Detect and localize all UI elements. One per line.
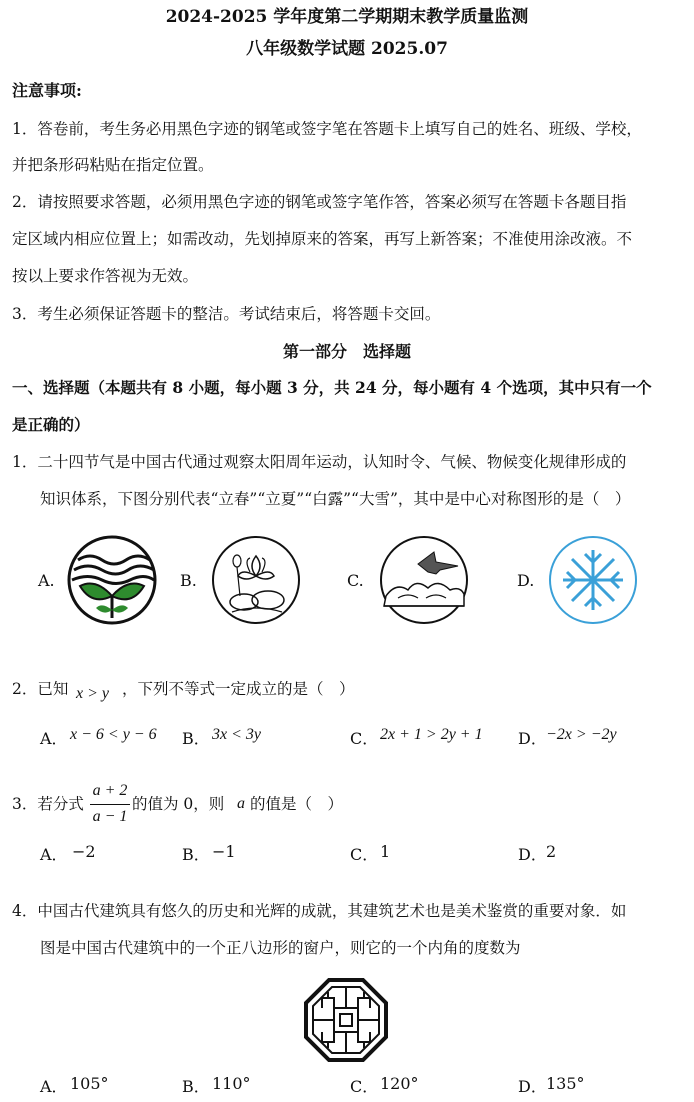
q3-numerator: a + 2 — [92, 782, 128, 799]
q1-option-d-label: D. — [517, 571, 535, 590]
q4-option-c-label: C． — [350, 1077, 379, 1096]
note-2-line-3: 按以上要求作答视为无效。 — [12, 267, 199, 285]
q1-stem-line-1: 1．二十四节气是中国古代通过观察太阳周年运动，认知时令、气候、物候变化规律形成的 — [12, 453, 627, 471]
q4-option-b-label: B． — [182, 1077, 210, 1096]
q3-stem-suffix: 的值是（ ） — [250, 795, 344, 813]
q2-option-b-expr: 3x < 3y — [212, 726, 261, 743]
q4-option-a-value: 105° — [70, 1074, 109, 1093]
q3-option-a-label: A． — [40, 845, 68, 864]
q3-variable: a — [237, 795, 245, 812]
note-3: 3．考生必须保证答题卡的整洁。考试结束后，将答题卡交回。 — [12, 305, 441, 323]
q2-option-c-expr: 2x + 1 > 2y + 1 — [380, 726, 483, 743]
exam-title: 2024-2025 学年度第二学期期末教学质量监测 — [165, 7, 529, 27]
q4-stem-line-1: 4．中国古代建筑具有悠久的历史和光辉的成就，其建筑艺术也是美术鉴赏的重要对象．如 — [12, 902, 627, 920]
q2-option-b-label: B． — [182, 729, 210, 748]
q2-option-d-expr: −2x > −2y — [546, 726, 617, 743]
q2-option-c-label: C． — [350, 729, 379, 748]
note-2-line-1: 2．请按照要求答题，必须用黑色字迹的钢笔或签字笔作答，答案必须写在答题卡各题目指 — [12, 193, 627, 211]
q2-stem-prefix: 2．已知 — [12, 680, 69, 698]
q3-option-d-label: D． — [518, 845, 547, 864]
note-1-line-1: 1．答卷前，考生务必用黑色字迹的钢笔或签字笔在答题卡上填写自己的姓名、班级、学校， — [12, 120, 642, 138]
note-1-line-2: 并把条形码粘贴在指定位置。 — [12, 156, 214, 174]
notes-heading: 注意事项: — [12, 81, 82, 100]
section-heading-line-2: 是正确的） — [12, 415, 90, 434]
q3-option-c-value: 1 — [380, 842, 391, 861]
q1-option-a-label: A. — [38, 571, 55, 590]
exam-subtitle: 八年级数学试题 2025.07 — [246, 39, 448, 59]
q2-option-a-label: A． — [40, 729, 68, 748]
q2-option-d-label: D． — [518, 729, 547, 748]
q1-option-b-label: B. — [180, 571, 197, 590]
q2-condition: x > y — [76, 685, 109, 702]
q2-stem-suffix: ，下列不等式一定成立的是（ ） — [122, 680, 355, 698]
summer-lotus-icon — [210, 534, 302, 626]
q4-option-b-value: 110° — [212, 1074, 251, 1093]
snowflake-icon — [547, 534, 639, 626]
q3-stem-prefix: 3．若分式 — [12, 795, 84, 813]
q3-fraction-bar — [90, 804, 130, 805]
q4-option-c-value: 120° — [380, 1074, 419, 1093]
q3-option-d-value: 2 — [546, 842, 557, 861]
q3-option-b-label: B． — [182, 845, 210, 864]
white-dew-bird-icon — [378, 534, 470, 626]
q3-denominator: a − 1 — [92, 808, 128, 825]
q1-option-c-label: C. — [347, 571, 364, 590]
part-title: 第一部分 选择题 — [282, 342, 411, 361]
q4-option-d-value: 135° — [546, 1074, 585, 1093]
section-heading-line-1: 一、选择题（本题共有 8 小题，每小题 3 分，共 24 分，每小题有 4 个选项，其中只有一个 — [12, 378, 652, 397]
q4-option-a-label: A． — [40, 1077, 68, 1096]
q3-option-b-value: −1 — [212, 842, 236, 861]
q3-option-c-label: C． — [350, 845, 379, 864]
q3-option-a-value: −2 — [72, 842, 96, 861]
note-2-line-2: 定区域内相应位置上；如需改动，先划掉原来的答案，再写上新答案；不准使用涂改液。不 — [12, 230, 633, 248]
q1-stem-line-2: 知识体系，下图分别代表“立春”“立夏”“白露”“大雪”，其中是中心对称图形的是（ ） — [40, 490, 631, 508]
q4-stem-line-2: 图是中国古代建筑中的一个正八边形的窗户，则它的一个内角的度数为 — [40, 939, 521, 957]
q4-option-d-label: D． — [518, 1077, 547, 1096]
q3-stem-middle: 的值为 0，则 — [132, 795, 225, 813]
octagon-window-icon — [304, 978, 388, 1062]
q2-option-a-expr: x − 6 < y − 6 — [70, 726, 157, 743]
spring-sprout-icon — [66, 534, 158, 626]
